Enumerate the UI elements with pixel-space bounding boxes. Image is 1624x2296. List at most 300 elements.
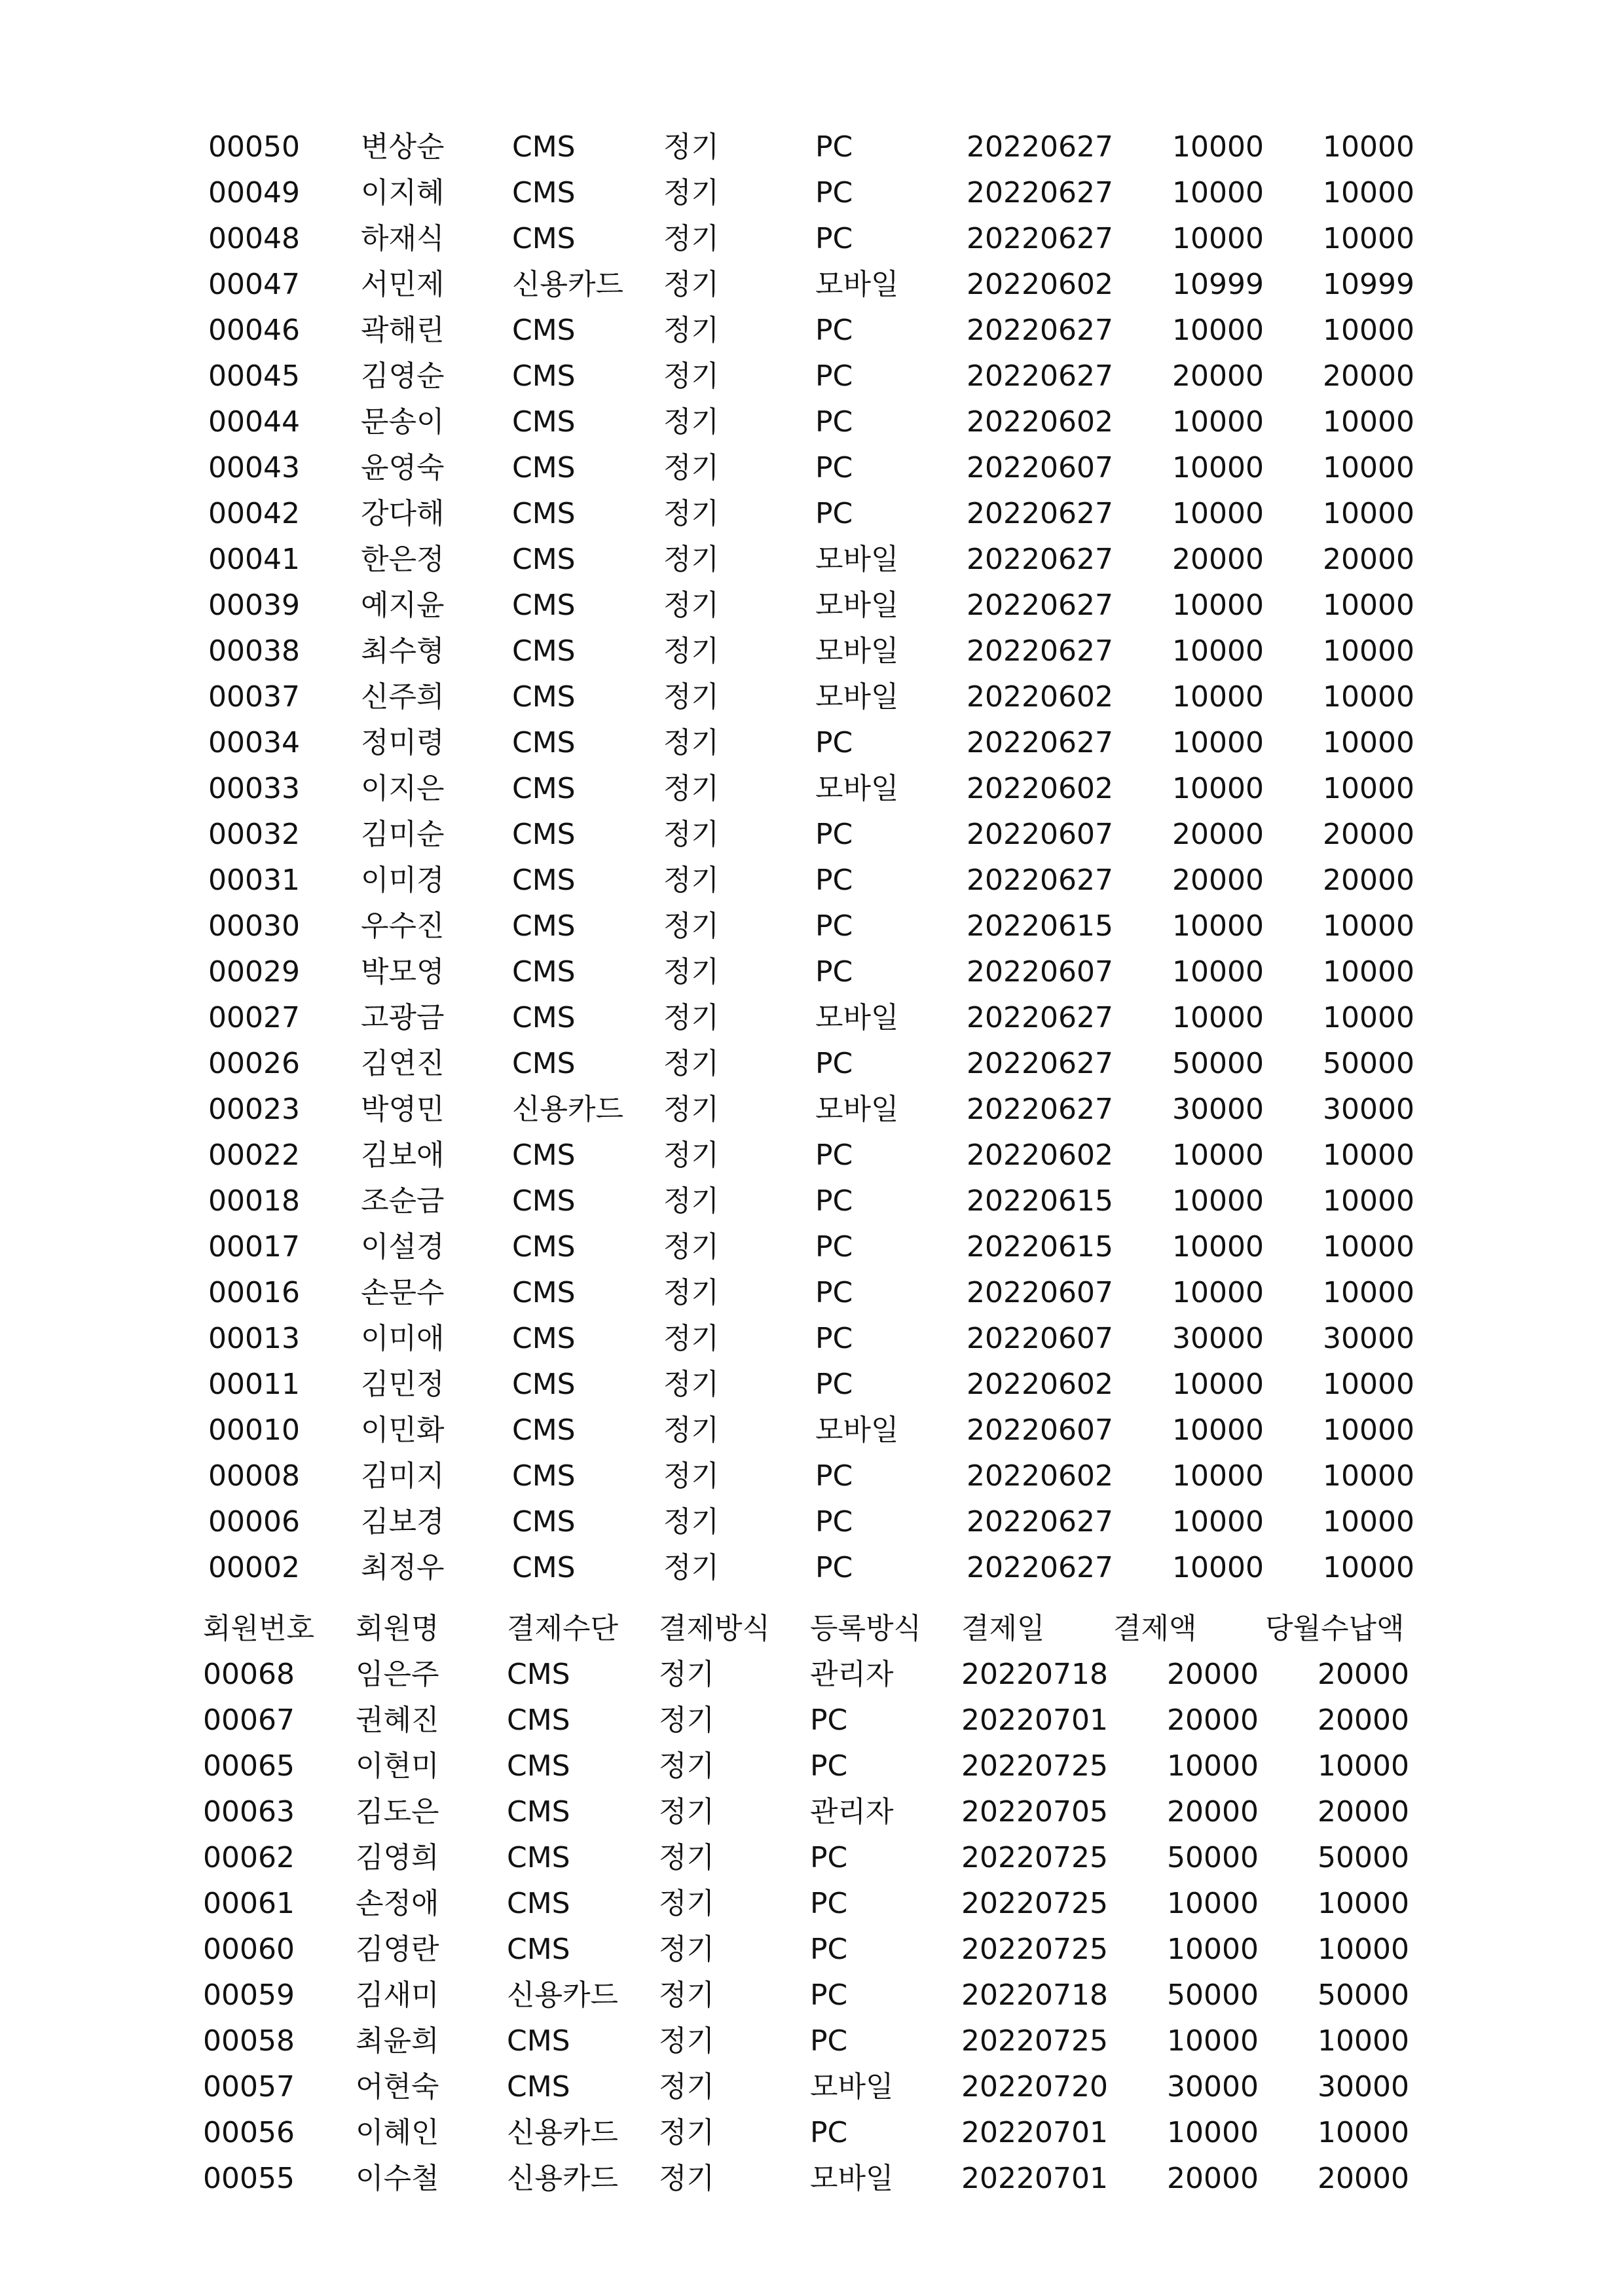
member-number-cell: 00055 [203,2162,295,2195]
payment-means-cell: CMS [507,1658,570,1691]
registration-method-cell: PC [815,130,853,164]
member-name-cell: 임은주 [356,1658,439,1691]
payment-type-cell: 정기 [663,680,720,714]
payment-type-cell: 정기 [663,955,720,989]
monthly-received-amount-cell: 10000 [1323,1413,1414,1447]
registration-method-cell: 모바일 [815,1413,899,1447]
registration-method-cell: PC [815,405,853,439]
monthly-received-amount-cell: 10000 [1323,314,1414,347]
member-name-cell: 이수철 [356,2162,439,2195]
member-number-cell: 00016 [208,1276,300,1309]
table-row [0,1133,1624,1178]
payment-date-cell: 20220615 [967,909,1113,943]
payment-means-cell: CMS [512,451,576,484]
registration-method-cell: PC [815,497,853,530]
monthly-received-amount-cell: 20000 [1323,818,1414,851]
payment-date-cell: 20220725 [961,2024,1108,2058]
payment-date-cell: 20220602 [967,1368,1113,1401]
registration-method-cell: 모바일 [815,268,899,301]
monthly-received-amount-cell: 30000 [1323,1093,1414,1126]
payment-type-cell: 정기 [659,1978,715,2012]
member-name-cell: 이지혜 [361,176,445,210]
member-number-cell: 00067 [203,1704,295,1737]
payment-date-cell: 20220627 [967,589,1113,622]
registration-method-cell: 모바일 [815,680,899,714]
member-name-cell: 우수진 [361,909,445,943]
monthly-received-amount-cell: 10000 [1318,2116,1409,2149]
registration-method-cell: PC [810,1841,848,1874]
payment-amount-cell: 10000 [1172,1505,1264,1539]
registration-method-cell: 모바일 [815,1001,899,1034]
payment-date-cell: 20220627 [967,1047,1113,1080]
payment-means-cell: CMS [512,1459,576,1493]
table-row [0,1789,1624,1835]
monthly-received-amount-cell: 10000 [1323,680,1414,714]
member-number-cell: 00002 [208,1551,300,1584]
monthly-received-amount-cell: 10000 [1323,1368,1414,1401]
payment-means-cell: 신용카드 [507,2162,619,2195]
monthly-received-amount-cell: 10000 [1318,2024,1409,2058]
member-name-cell: 정미령 [361,726,445,759]
payment-date-cell: 20220607 [967,818,1113,851]
payment-means-cell: 결제수단 [507,1612,619,1645]
payment-type-cell: 정기 [663,268,720,301]
member-name-cell: 김영희 [356,1841,439,1874]
payment-amount-cell: 10000 [1172,634,1264,668]
monthly-received-amount-cell: 10000 [1318,1933,1409,1966]
payment-type-cell: 정기 [663,314,720,347]
payment-type-cell: 정기 [663,772,720,805]
member-number-cell: 00032 [208,818,300,851]
payment-means-cell: CMS [512,1551,576,1584]
payment-type-cell: 정기 [663,1047,720,1080]
payment-means-cell: 신용카드 [512,1093,624,1126]
payment-type-cell: 정기 [663,176,720,210]
payment-means-cell: 신용카드 [507,2116,619,2149]
payment-amount-cell: 10000 [1172,130,1264,164]
registration-method-cell: PC [810,2116,848,2149]
registration-method-cell: PC [815,1368,853,1401]
member-name-cell: 이현미 [356,1749,439,1783]
payment-type-cell: 정기 [663,222,720,255]
payment-date-cell: 20220718 [961,1658,1108,1691]
payment-type-cell: 정기 [663,1413,720,1447]
table-row [0,1224,1624,1270]
payment-means-cell: CMS [507,1749,570,1783]
registration-method-cell: PC [810,1749,848,1783]
payment-type-cell: 정기 [663,543,720,576]
table-row [0,2064,1624,2110]
payment-means-cell: CMS [512,130,576,164]
member-number-cell: 00056 [203,2116,295,2149]
member-name-cell: 서민제 [361,268,445,301]
payment-amount-cell: 10000 [1167,2116,1259,2149]
member-name-cell: 예지윤 [361,589,445,622]
registration-method-cell: PC [815,314,853,347]
table-row [0,1927,1624,1973]
payment-date-cell: 20220705 [961,1795,1108,1829]
payment-type-cell: 정기 [663,634,720,668]
payment-amount-cell: 10000 [1172,1230,1264,1264]
member-name-cell: 손문수 [361,1276,445,1309]
payment-means-cell: CMS [512,818,576,851]
table-row [0,2018,1624,2064]
payment-date-cell: 20220607 [967,955,1113,989]
member-name-cell: 김미순 [361,818,445,851]
member-number-cell: 00023 [208,1093,300,1126]
payment-amount-cell: 10000 [1172,1139,1264,1172]
payment-means-cell: CMS [512,314,576,347]
monthly-received-amount-cell: 10000 [1318,1749,1409,1783]
member-name-cell: 변상순 [361,130,445,164]
monthly-received-amount-cell: 10000 [1323,1551,1414,1584]
table-row [0,1087,1624,1133]
payment-means-cell: CMS [512,909,576,943]
payment-amount-cell: 10000 [1172,176,1264,210]
member-name-cell: 문송이 [361,405,445,439]
table-row [0,812,1624,858]
registration-method-cell: PC [815,1139,853,1172]
payment-date-cell: 20220627 [967,543,1113,576]
monthly-received-amount-cell: 10999 [1323,268,1414,301]
payment-amount-cell: 10000 [1172,405,1264,439]
member-number-cell: 00057 [203,2070,295,2104]
payment-means-cell: CMS [512,634,576,668]
member-name-cell: 김보애 [361,1139,445,1172]
monthly-received-amount-cell: 20000 [1318,1795,1409,1829]
monthly-received-amount-cell: 20000 [1318,2162,1409,2195]
monthly-received-amount-cell: 10000 [1323,130,1414,164]
payment-amount-cell: 50000 [1167,1978,1259,2012]
payment-type-cell: 정기 [663,1093,720,1126]
payment-means-cell: 신용카드 [512,268,624,301]
payment-date-cell: 20220627 [967,359,1113,393]
payment-means-cell: CMS [512,1230,576,1264]
monthly-received-amount-cell: 10000 [1323,909,1414,943]
payment-amount-cell: 10000 [1172,680,1264,714]
monthly-received-amount-cell: 20000 [1318,1704,1409,1737]
table-row [0,1041,1624,1087]
payment-type-cell: 정기 [663,1184,720,1218]
payment-means-cell: CMS [512,1276,576,1309]
payment-date-cell: 20220627 [967,726,1113,759]
payment-amount-cell: 10000 [1172,1551,1264,1584]
member-name-cell: 박영민 [361,1093,445,1126]
payment-date-cell: 20220602 [967,405,1113,439]
table-row [0,308,1624,354]
payment-date-cell: 20220627 [967,634,1113,668]
payment-type-cell: 정기 [663,359,720,393]
payment-amount-cell: 10000 [1172,909,1264,943]
payment-type-cell: 정기 [659,1795,715,1829]
payment-date-cell: 20220627 [967,1001,1113,1034]
payment-type-cell: 정기 [663,1459,720,1493]
payment-means-cell: CMS [512,359,576,393]
payment-type-cell: 정기 [663,497,720,530]
member-name-cell: 김영순 [361,359,445,393]
registration-method-cell: PC [810,1933,848,1966]
table-row [0,2156,1624,2202]
payment-table-july [0,1606,1624,2202]
member-name-cell: 신주희 [361,680,445,714]
payment-amount-cell: 10000 [1172,589,1264,622]
member-number-cell: 00062 [203,1841,295,1874]
table-row [0,216,1624,262]
payment-type-cell: 정기 [663,1505,720,1539]
monthly-received-amount-cell: 10000 [1323,634,1414,668]
member-number-cell: 00049 [208,176,300,210]
registration-method-cell: 모바일 [815,543,899,576]
payment-date-cell: 20220718 [961,1978,1108,2012]
registration-method-cell: 모바일 [815,589,899,622]
payment-type-cell: 정기 [659,1658,715,1691]
member-number-cell: 00011 [208,1368,300,1401]
payment-type-cell: 정기 [659,2162,715,2195]
member-name-cell: 김새미 [356,1978,439,2012]
payment-date-cell: 20220627 [967,314,1113,347]
member-name-cell: 이지은 [361,772,445,805]
payment-amount-cell: 10000 [1172,1276,1264,1309]
registration-method-cell: PC [815,909,853,943]
payment-date-cell: 20220615 [967,1230,1113,1264]
registration-method-cell: PC [815,176,853,210]
table-row [0,1698,1624,1743]
member-number-cell: 00042 [208,497,300,530]
table-row [0,1652,1624,1698]
table-row [0,1545,1624,1591]
payment-means-cell: CMS [512,405,576,439]
registration-method-cell: PC [815,864,853,897]
monthly-received-amount-cell: 30000 [1323,1322,1414,1355]
member-number-cell: 00045 [208,359,300,393]
table-row [0,1362,1624,1408]
member-number-cell: 00050 [208,130,300,164]
payment-amount-cell: 10000 [1172,1459,1264,1493]
member-name-cell: 권혜진 [356,1704,439,1737]
payment-table-june [0,124,1624,1591]
payment-date-cell: 20220701 [961,1704,1108,1737]
payment-means-cell: CMS [512,1047,576,1080]
payment-amount-cell: 20000 [1167,1704,1259,1737]
monthly-received-amount-cell: 10000 [1323,1001,1414,1034]
registration-method-cell: PC [815,222,853,255]
table-row [0,170,1624,216]
registration-method-cell: 모바일 [815,772,899,805]
member-name-cell: 회원명 [356,1612,439,1645]
payment-means-cell: CMS [507,2070,570,2104]
payment-date-cell: 20220607 [967,451,1113,484]
member-number-cell: 00029 [208,955,300,989]
monthly-received-amount-cell: 10000 [1323,726,1414,759]
monthly-received-amount-cell: 10000 [1323,497,1414,530]
payment-means-cell: CMS [512,543,576,576]
payment-type-cell: 정기 [663,1276,720,1309]
payment-type-cell: 정기 [659,1933,715,1966]
payment-amount-cell: 10000 [1172,1184,1264,1218]
table-row [0,1835,1624,1881]
member-number-cell: 00006 [208,1505,300,1539]
payment-amount-cell: 10000 [1172,726,1264,759]
table-row [0,2110,1624,2156]
payment-means-cell: CMS [512,1368,576,1401]
member-name-cell: 이민화 [361,1413,445,1447]
registration-method-cell: PC [810,1978,848,2012]
payment-amount-cell: 30000 [1172,1093,1264,1126]
registration-method-cell: 관리자 [810,1795,894,1829]
payment-means-cell: CMS [512,497,576,530]
member-number-cell: 00017 [208,1230,300,1264]
registration-method-cell: 모바일 [810,2070,894,2104]
payment-means-cell: CMS [507,1704,570,1737]
payment-amount-cell: 10000 [1172,1413,1264,1447]
member-number-cell: 00041 [208,543,300,576]
member-name-cell: 이혜인 [356,2116,439,2149]
payment-amount-cell: 20000 [1172,359,1264,393]
payment-type-cell: 정기 [659,1841,715,1874]
monthly-received-amount-cell: 50000 [1323,1047,1414,1080]
payment-means-cell: CMS [507,1933,570,1966]
member-number-cell: 00010 [208,1413,300,1447]
payment-date-cell: 20220607 [967,1413,1113,1447]
payment-means-cell: CMS [512,955,576,989]
member-number-cell: 00013 [208,1322,300,1355]
payment-type-cell: 정기 [663,818,720,851]
registration-method-cell: PC [815,1459,853,1493]
payment-means-cell: CMS [512,1413,576,1447]
registration-method-cell: PC [815,1184,853,1218]
monthly-received-amount-cell: 10000 [1318,1887,1409,1920]
table-row [0,1499,1624,1545]
member-name-cell: 하재식 [361,222,445,255]
payment-date-cell: 20220725 [961,1841,1108,1874]
member-name-cell: 이미애 [361,1322,445,1355]
member-name-cell: 최정우 [361,1551,445,1584]
payment-date-cell: 결제일 [961,1612,1045,1645]
registration-method-cell: PC [810,1887,848,1920]
registration-method-cell: PC [815,1230,853,1264]
payment-date-cell: 20220607 [967,1322,1113,1355]
table-row [0,1743,1624,1789]
payment-amount-cell: 10000 [1172,314,1264,347]
member-name-cell: 김보경 [361,1505,445,1539]
table-row [0,491,1624,537]
payment-date-cell: 20220701 [961,2116,1108,2149]
payment-amount-cell: 10000 [1172,1368,1264,1401]
member-number-cell: 00065 [203,1749,295,1783]
table-row [0,445,1624,491]
payment-date-cell: 20220615 [967,1184,1113,1218]
registration-method-cell: PC [815,1551,853,1584]
payment-type-cell: 정기 [659,2070,715,2104]
monthly-received-amount-cell: 10000 [1323,772,1414,805]
monthly-received-amount-cell: 10000 [1323,1505,1414,1539]
member-number-cell: 회원번호 [203,1612,315,1645]
payment-date-cell: 20220701 [961,2162,1108,2195]
payment-type-cell: 정기 [663,1230,720,1264]
payment-type-cell: 정기 [663,130,720,164]
member-name-cell: 김민정 [361,1368,445,1401]
payment-date-cell: 20220627 [967,1551,1113,1584]
payment-amount-cell: 30000 [1167,2070,1259,2104]
payment-means-cell: CMS [512,1184,576,1218]
table-row [0,1408,1624,1453]
payment-date-cell: 20220602 [967,1459,1113,1493]
member-number-cell: 00060 [203,1933,295,1966]
payment-type-cell: 정기 [663,1368,720,1401]
table-row [0,720,1624,766]
member-number-cell: 00033 [208,772,300,805]
payment-means-cell: CMS [507,1887,570,1920]
payment-amount-cell: 10000 [1172,222,1264,255]
monthly-received-amount-cell: 10000 [1323,222,1414,255]
member-name-cell: 강다해 [361,497,445,530]
payment-means-cell: CMS [507,2024,570,2058]
member-number-cell: 00008 [208,1459,300,1493]
table-row [0,537,1624,583]
table-row [0,583,1624,629]
monthly-received-amount-cell: 30000 [1318,2070,1409,2104]
member-number-cell: 00034 [208,726,300,759]
member-name-cell: 한은정 [361,543,445,576]
payment-amount-cell: 10000 [1172,955,1264,989]
payment-means-cell: CMS [512,1001,576,1034]
member-name-cell: 고광금 [361,1001,445,1034]
payment-amount-cell: 10000 [1172,451,1264,484]
table-row [0,766,1624,812]
monthly-received-amount-cell: 10000 [1323,1276,1414,1309]
payment-type-cell: 정기 [663,864,720,897]
payment-amount-cell: 10000 [1172,497,1264,530]
payment-date-cell: 20220725 [961,1749,1108,1783]
table-row [0,1178,1624,1224]
payment-type-cell: 결제방식 [659,1612,771,1645]
member-number-cell: 00048 [208,222,300,255]
registration-method-cell: PC [810,1704,848,1737]
payment-amount-cell: 10000 [1172,1001,1264,1034]
member-number-cell: 00058 [203,2024,295,2058]
member-number-cell: 00047 [208,268,300,301]
payment-date-cell: 20220627 [967,222,1113,255]
payment-amount-cell: 20000 [1172,864,1264,897]
payment-amount-cell: 50000 [1172,1047,1264,1080]
monthly-received-amount-cell: 10000 [1323,1184,1414,1218]
payment-amount-cell: 50000 [1167,1841,1259,1874]
payment-amount-cell: 10000 [1167,1887,1259,1920]
table-row [0,262,1624,308]
payment-amount-cell: 10000 [1167,1933,1259,1966]
payment-means-cell: 신용카드 [507,1978,619,2012]
registration-method-cell: 모바일 [815,634,899,668]
payment-type-cell: 정기 [663,1139,720,1172]
member-name-cell: 박모영 [361,955,445,989]
member-number-cell: 00043 [208,451,300,484]
payment-type-cell: 정기 [663,726,720,759]
member-name-cell: 김미지 [361,1459,445,1493]
payment-amount-cell: 20000 [1167,1795,1259,1829]
registration-method-cell: 등록방식 [810,1612,922,1645]
payment-amount-cell: 결제액 [1113,1612,1197,1645]
member-name-cell: 윤영숙 [361,451,445,484]
registration-method-cell: PC [815,955,853,989]
payment-amount-cell: 20000 [1172,818,1264,851]
payment-amount-cell: 10000 [1167,2024,1259,2058]
payment-type-cell: 정기 [663,1551,720,1584]
monthly-received-amount-cell: 10000 [1323,1459,1414,1493]
payment-amount-cell: 10999 [1172,268,1264,301]
registration-method-cell: PC [815,359,853,393]
table-header-row [0,1606,1624,1652]
member-number-cell: 00046 [208,314,300,347]
